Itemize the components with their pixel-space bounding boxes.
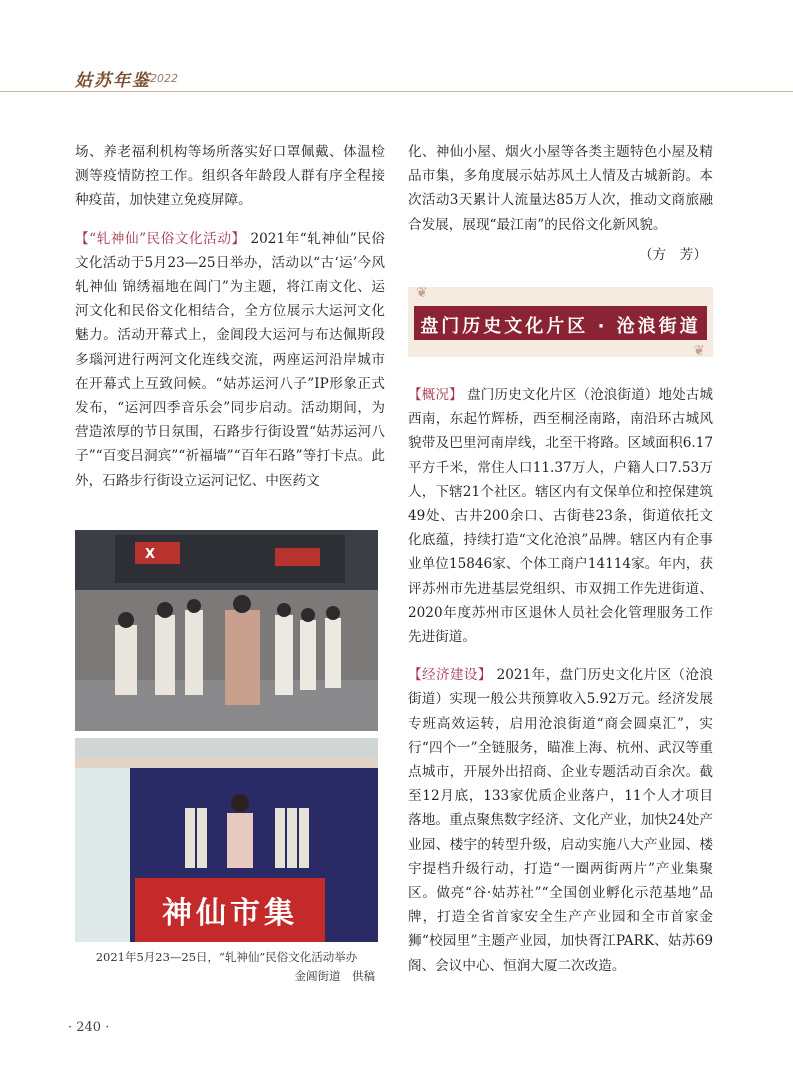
stall-sign: 神仙市集 xyxy=(162,896,298,931)
ornament-icon: ❦ xyxy=(416,285,428,301)
paragraph: 【概况】 盘门历史文化片区（沧浪街道）地处古城西南，东起竹辉桥，西至桐泾南路，南沿环古城风貌带及巴里河南岸线，北至干将路。区域面积6.17平方千米，常住人口11.37万人，户籍人口7.53万人，下辖21个社区。辖区内有文保单位和控保建筑49处、古井200余口、古街巷23条，街道依托文化底蕴，持续打造“文化沧浪”品牌。辖区内有企事业单位15846家、个体工商户14114家。年内，获评苏州市先进基层党组织、市双拥工作先进街道、2020年度苏州市区退休人员社会化管理服务工作先进街道。 xyxy=(408,387,713,646)
photo-credit: 金阊街道 供稿 xyxy=(294,969,375,983)
yearbook-year: 2022 xyxy=(150,72,178,85)
running-header xyxy=(0,0,793,96)
section-tag: 【概况】 xyxy=(408,387,463,403)
paragraph: 【“轧神仙”民俗文化活动】 2021年“轧神仙”民俗文化活动于5月23—25日举办，活动以“古‘运’今风轧神仙 锦绣福地在阊门”为主题，将江南文化、运河文化和民俗文化相结合，全方位展示大运河文化魅力。活动开幕式上，金阊段大运河与布达佩斯段多瑙河进行两河文化连线交流，两座运河沿岸城市在开幕式上互致问候。“姑苏运河八子”IP形象正式发布，“运河四季音乐会”同步启动。活动期间，为营造浓厚的节日氛围，石路步行街设置“姑苏运河八子”“百变吕洞宾”“祈福墙”“百年石路”等打卡点。此外，石路步行街设立运河记忆、中医药文 xyxy=(75,230,385,489)
paragraph: 【经济建设】 2021年，盘门历史文化片区（沧浪街道）实现一般公共预算收入5.92万元。经济发展专班高效运转，启用沧浪街道“商会圆桌汇”，实行“四个一”全链服务，瞄准上海、杭州、武汉等重点城市，开展外出招商、企业专题活动百余次。截至12月底，133家优质企业落户，11个人才项目落地。重点聚焦数字经济、文化产业，加快24处产业园、楼宇的转型升级，启动实施八大产业园、楼宇提档升级行动，打造“一圈两街两片”产业集聚区。做亮“谷·姑苏社”“全国创业孵化示范基地”品牌，打造全省首家安全生产产业园和全市首家金狮“校园里”主题产业园，加快胥江PARK、姑苏69阁、会议中心、恒润大厦二次改造。 xyxy=(408,667,713,974)
left-column xyxy=(75,140,385,507)
header-rule xyxy=(0,91,793,92)
section-tag: 【“轧神仙”民俗文化活动】 xyxy=(75,230,246,247)
author-signature: （方 芳） xyxy=(639,246,707,263)
photo-caption: 2021年5月23—25日，“轧神仙”民俗文化活动举办 xyxy=(95,950,358,964)
right-column-top xyxy=(408,140,713,281)
market-stall-photo xyxy=(75,738,378,942)
ornament-icon: ❦ xyxy=(693,343,705,359)
section-tag: 【经济建设】 xyxy=(408,667,492,684)
section-banner xyxy=(408,287,713,357)
section-title: 盘门历史文化片区 · 沧浪街道 xyxy=(420,316,701,337)
page-number: · 240 · xyxy=(68,1020,110,1035)
paragraph: 化、神仙小屋、烟火小屋等各类主题特色小屋及精品市集，多角度展示姑苏风土人情及古城新韵。本次活动3天累计人流量达85万人次，推动文商旅融合发展，展现“最江南”的民俗文化新风貌。 xyxy=(408,144,713,233)
right-column-bottom xyxy=(408,383,713,992)
svg-text:X: X xyxy=(145,547,156,562)
parade-photo xyxy=(75,530,378,731)
paragraph: 场、养老福利机构等场所落实好口罩佩戴、体温检测等疫情防控工作。组织各年龄段人群有序全程接种疫苗，加快建立免疫屏障。 xyxy=(75,144,385,209)
yearbook-title: 姑苏年鉴 xyxy=(75,71,151,91)
